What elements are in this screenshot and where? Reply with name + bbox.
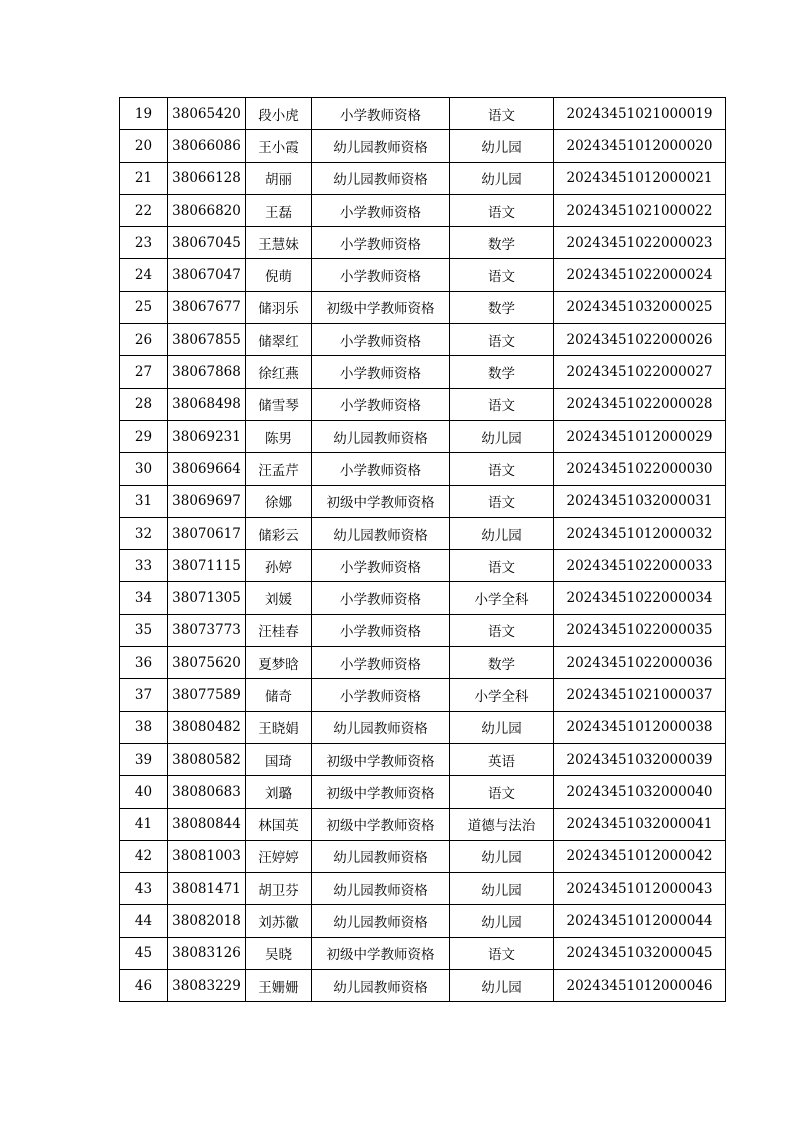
subject-cell: 幼儿园 bbox=[450, 873, 554, 905]
subject-cell: 幼儿园 bbox=[450, 517, 554, 549]
qualification-cell: 小学教师资格 bbox=[312, 614, 450, 646]
table-row bbox=[120, 550, 726, 582]
qualification-cell: 小学教师资格 bbox=[312, 388, 450, 420]
table-row bbox=[120, 485, 726, 517]
id-cell: 38066128 bbox=[168, 162, 246, 194]
certificate-cell: 20243451012000020 bbox=[554, 130, 726, 162]
table-row bbox=[120, 420, 726, 452]
name-cell: 王磊 bbox=[246, 194, 312, 226]
certificate-cell: 20243451012000032 bbox=[554, 517, 726, 549]
certificate-cell: 20243451022000026 bbox=[554, 324, 726, 356]
subject-cell: 语文 bbox=[450, 98, 554, 130]
id-cell: 38080582 bbox=[168, 743, 246, 775]
subject-cell: 幼儿园 bbox=[450, 162, 554, 194]
seq-cell: 27 bbox=[120, 356, 168, 388]
table-row bbox=[120, 259, 726, 291]
certificate-cell: 20243451012000043 bbox=[554, 873, 726, 905]
name-cell: 王慧妹 bbox=[246, 227, 312, 259]
id-cell: 38080683 bbox=[168, 776, 246, 808]
certificate-cell: 20243451012000042 bbox=[554, 840, 726, 872]
subject-cell: 数学 bbox=[450, 647, 554, 679]
qualification-cell: 小学教师资格 bbox=[312, 259, 450, 291]
table-row bbox=[120, 647, 726, 679]
seq-cell: 30 bbox=[120, 453, 168, 485]
qualification-cell: 小学教师资格 bbox=[312, 98, 450, 130]
seq-cell: 31 bbox=[120, 485, 168, 517]
table-row bbox=[120, 388, 726, 420]
subject-cell: 幼儿园 bbox=[450, 970, 554, 1002]
subject-cell: 幼儿园 bbox=[450, 130, 554, 162]
name-cell: 汪婷婷 bbox=[246, 840, 312, 872]
table-row bbox=[120, 453, 726, 485]
qualification-cell: 初级中学教师资格 bbox=[312, 808, 450, 840]
certificate-cell: 20243451022000036 bbox=[554, 647, 726, 679]
qualification-cell: 幼儿园教师资格 bbox=[312, 873, 450, 905]
id-cell: 38071115 bbox=[168, 550, 246, 582]
name-cell: 段小虎 bbox=[246, 98, 312, 130]
name-cell: 倪萌 bbox=[246, 259, 312, 291]
qualification-cell: 幼儿园教师资格 bbox=[312, 840, 450, 872]
subject-cell: 语文 bbox=[450, 550, 554, 582]
subject-cell: 语文 bbox=[450, 614, 554, 646]
name-cell: 孙婷 bbox=[246, 550, 312, 582]
certificate-cell: 20243451022000034 bbox=[554, 582, 726, 614]
seq-cell: 36 bbox=[120, 647, 168, 679]
subject-cell: 幼儿园 bbox=[450, 905, 554, 937]
qualification-cell: 初级中学教师资格 bbox=[312, 743, 450, 775]
table-row bbox=[120, 582, 726, 614]
id-cell: 38077589 bbox=[168, 679, 246, 711]
certificate-cell: 20243451021000037 bbox=[554, 679, 726, 711]
name-cell: 徐娜 bbox=[246, 485, 312, 517]
certificate-cell: 20243451012000021 bbox=[554, 162, 726, 194]
qualification-cell: 幼儿园教师资格 bbox=[312, 420, 450, 452]
subject-cell: 数学 bbox=[450, 291, 554, 323]
qualification-cell: 小学教师资格 bbox=[312, 194, 450, 226]
name-cell: 徐红燕 bbox=[246, 356, 312, 388]
certificate-cell: 20243451032000040 bbox=[554, 776, 726, 808]
certificate-cell: 20243451022000027 bbox=[554, 356, 726, 388]
subject-cell: 英语 bbox=[450, 743, 554, 775]
name-cell: 王晓娟 bbox=[246, 711, 312, 743]
name-cell: 胡丽 bbox=[246, 162, 312, 194]
id-cell: 38067047 bbox=[168, 259, 246, 291]
id-cell: 38083229 bbox=[168, 970, 246, 1002]
id-cell: 38066820 bbox=[168, 194, 246, 226]
id-cell: 38070617 bbox=[168, 517, 246, 549]
certificate-cell: 20243451032000045 bbox=[554, 937, 726, 969]
name-cell: 胡卫芬 bbox=[246, 873, 312, 905]
id-cell: 38069664 bbox=[168, 453, 246, 485]
seq-cell: 37 bbox=[120, 679, 168, 711]
subject-cell: 语文 bbox=[450, 324, 554, 356]
certificate-cell: 20243451022000028 bbox=[554, 388, 726, 420]
id-cell: 38067868 bbox=[168, 356, 246, 388]
certificate-cell: 20243451022000033 bbox=[554, 550, 726, 582]
qualification-cell: 小学教师资格 bbox=[312, 324, 450, 356]
subject-cell: 数学 bbox=[450, 227, 554, 259]
id-cell: 38071305 bbox=[168, 582, 246, 614]
seq-cell: 43 bbox=[120, 873, 168, 905]
name-cell: 王姗姗 bbox=[246, 970, 312, 1002]
name-cell: 储雪琴 bbox=[246, 388, 312, 420]
qualification-cell: 幼儿园教师资格 bbox=[312, 905, 450, 937]
table-row bbox=[120, 614, 726, 646]
table-row bbox=[120, 324, 726, 356]
id-cell: 38082018 bbox=[168, 905, 246, 937]
id-cell: 38083126 bbox=[168, 937, 246, 969]
seq-cell: 46 bbox=[120, 970, 168, 1002]
certificate-table bbox=[119, 97, 726, 1002]
seq-cell: 19 bbox=[120, 98, 168, 130]
qualification-cell: 小学教师资格 bbox=[312, 453, 450, 485]
table-row bbox=[120, 227, 726, 259]
seq-cell: 33 bbox=[120, 550, 168, 582]
certificate-cell: 20243451012000029 bbox=[554, 420, 726, 452]
name-cell: 林国英 bbox=[246, 808, 312, 840]
seq-cell: 45 bbox=[120, 937, 168, 969]
name-cell: 储翠红 bbox=[246, 324, 312, 356]
subject-cell: 小学全科 bbox=[450, 679, 554, 711]
qualification-cell: 幼儿园教师资格 bbox=[312, 711, 450, 743]
subject-cell: 语文 bbox=[450, 259, 554, 291]
seq-cell: 38 bbox=[120, 711, 168, 743]
qualification-cell: 幼儿园教师资格 bbox=[312, 162, 450, 194]
seq-cell: 41 bbox=[120, 808, 168, 840]
name-cell: 刘媛 bbox=[246, 582, 312, 614]
name-cell: 刘璐 bbox=[246, 776, 312, 808]
id-cell: 38065420 bbox=[168, 98, 246, 130]
seq-cell: 39 bbox=[120, 743, 168, 775]
id-cell: 38080482 bbox=[168, 711, 246, 743]
seq-cell: 20 bbox=[120, 130, 168, 162]
subject-cell: 数学 bbox=[450, 356, 554, 388]
name-cell: 夏梦晗 bbox=[246, 647, 312, 679]
subject-cell: 幼儿园 bbox=[450, 840, 554, 872]
qualification-cell: 初级中学教师资格 bbox=[312, 485, 450, 517]
id-cell: 38067677 bbox=[168, 291, 246, 323]
certificate-cell: 20243451022000023 bbox=[554, 227, 726, 259]
qualification-cell: 小学教师资格 bbox=[312, 550, 450, 582]
name-cell: 陈男 bbox=[246, 420, 312, 452]
name-cell: 刘苏徽 bbox=[246, 905, 312, 937]
table-row bbox=[120, 808, 726, 840]
certificate-cell: 20243451032000041 bbox=[554, 808, 726, 840]
seq-cell: 32 bbox=[120, 517, 168, 549]
name-cell: 储彩云 bbox=[246, 517, 312, 549]
name-cell: 吴晓 bbox=[246, 937, 312, 969]
seq-cell: 34 bbox=[120, 582, 168, 614]
subject-cell: 语文 bbox=[450, 776, 554, 808]
subject-cell: 幼儿园 bbox=[450, 420, 554, 452]
subject-cell: 幼儿园 bbox=[450, 711, 554, 743]
certificate-cell: 20243451032000025 bbox=[554, 291, 726, 323]
table-row bbox=[120, 98, 726, 130]
seq-cell: 24 bbox=[120, 259, 168, 291]
table-row bbox=[120, 679, 726, 711]
subject-cell: 语文 bbox=[450, 388, 554, 420]
id-cell: 38073773 bbox=[168, 614, 246, 646]
id-cell: 38067855 bbox=[168, 324, 246, 356]
name-cell: 储奇 bbox=[246, 679, 312, 711]
seq-cell: 26 bbox=[120, 324, 168, 356]
certificate-cell: 20243451022000030 bbox=[554, 453, 726, 485]
seq-cell: 21 bbox=[120, 162, 168, 194]
table-body bbox=[120, 98, 726, 1002]
table-row bbox=[120, 194, 726, 226]
id-cell: 38081003 bbox=[168, 840, 246, 872]
seq-cell: 40 bbox=[120, 776, 168, 808]
table-row bbox=[120, 970, 726, 1002]
id-cell: 38069231 bbox=[168, 420, 246, 452]
name-cell: 王小霞 bbox=[246, 130, 312, 162]
seq-cell: 22 bbox=[120, 194, 168, 226]
seq-cell: 28 bbox=[120, 388, 168, 420]
qualification-cell: 小学教师资格 bbox=[312, 679, 450, 711]
name-cell: 储羽乐 bbox=[246, 291, 312, 323]
seq-cell: 29 bbox=[120, 420, 168, 452]
certificate-cell: 20243451012000038 bbox=[554, 711, 726, 743]
qualification-cell: 幼儿园教师资格 bbox=[312, 970, 450, 1002]
id-cell: 38075620 bbox=[168, 647, 246, 679]
qualification-cell: 小学教师资格 bbox=[312, 356, 450, 388]
table-row bbox=[120, 937, 726, 969]
table-row bbox=[120, 743, 726, 775]
id-cell: 38068498 bbox=[168, 388, 246, 420]
subject-cell: 语文 bbox=[450, 453, 554, 485]
certificate-cell: 20243451012000044 bbox=[554, 905, 726, 937]
name-cell: 汪桂春 bbox=[246, 614, 312, 646]
qualification-cell: 小学教师资格 bbox=[312, 582, 450, 614]
id-cell: 38067045 bbox=[168, 227, 246, 259]
table-row bbox=[120, 517, 726, 549]
subject-cell: 语文 bbox=[450, 194, 554, 226]
certificate-cell: 20243451032000039 bbox=[554, 743, 726, 775]
table-row bbox=[120, 873, 726, 905]
table-row bbox=[120, 130, 726, 162]
name-cell: 汪孟芹 bbox=[246, 453, 312, 485]
certificate-cell: 20243451022000035 bbox=[554, 614, 726, 646]
subject-cell: 小学全科 bbox=[450, 582, 554, 614]
qualification-cell: 小学教师资格 bbox=[312, 227, 450, 259]
certificate-cell: 20243451022000024 bbox=[554, 259, 726, 291]
id-cell: 38081471 bbox=[168, 873, 246, 905]
subject-cell: 语文 bbox=[450, 937, 554, 969]
subject-cell: 语文 bbox=[450, 485, 554, 517]
seq-cell: 44 bbox=[120, 905, 168, 937]
qualification-cell: 初级中学教师资格 bbox=[312, 291, 450, 323]
table-row bbox=[120, 356, 726, 388]
subject-cell: 道德与法治 bbox=[450, 808, 554, 840]
table-row bbox=[120, 711, 726, 743]
qualification-cell: 小学教师资格 bbox=[312, 647, 450, 679]
id-cell: 38066086 bbox=[168, 130, 246, 162]
name-cell: 国琦 bbox=[246, 743, 312, 775]
table-row bbox=[120, 776, 726, 808]
qualification-cell: 初级中学教师资格 bbox=[312, 776, 450, 808]
seq-cell: 35 bbox=[120, 614, 168, 646]
table-row bbox=[120, 291, 726, 323]
seq-cell: 42 bbox=[120, 840, 168, 872]
certificate-cell: 20243451012000046 bbox=[554, 970, 726, 1002]
certificate-cell: 20243451032000031 bbox=[554, 485, 726, 517]
table-row bbox=[120, 162, 726, 194]
seq-cell: 23 bbox=[120, 227, 168, 259]
id-cell: 38080844 bbox=[168, 808, 246, 840]
id-cell: 38069697 bbox=[168, 485, 246, 517]
table-row bbox=[120, 905, 726, 937]
certificate-cell: 20243451021000022 bbox=[554, 194, 726, 226]
seq-cell: 25 bbox=[120, 291, 168, 323]
qualification-cell: 幼儿园教师资格 bbox=[312, 517, 450, 549]
certificate-cell: 20243451021000019 bbox=[554, 98, 726, 130]
qualification-cell: 初级中学教师资格 bbox=[312, 937, 450, 969]
qualification-cell: 幼儿园教师资格 bbox=[312, 130, 450, 162]
table-row bbox=[120, 840, 726, 872]
